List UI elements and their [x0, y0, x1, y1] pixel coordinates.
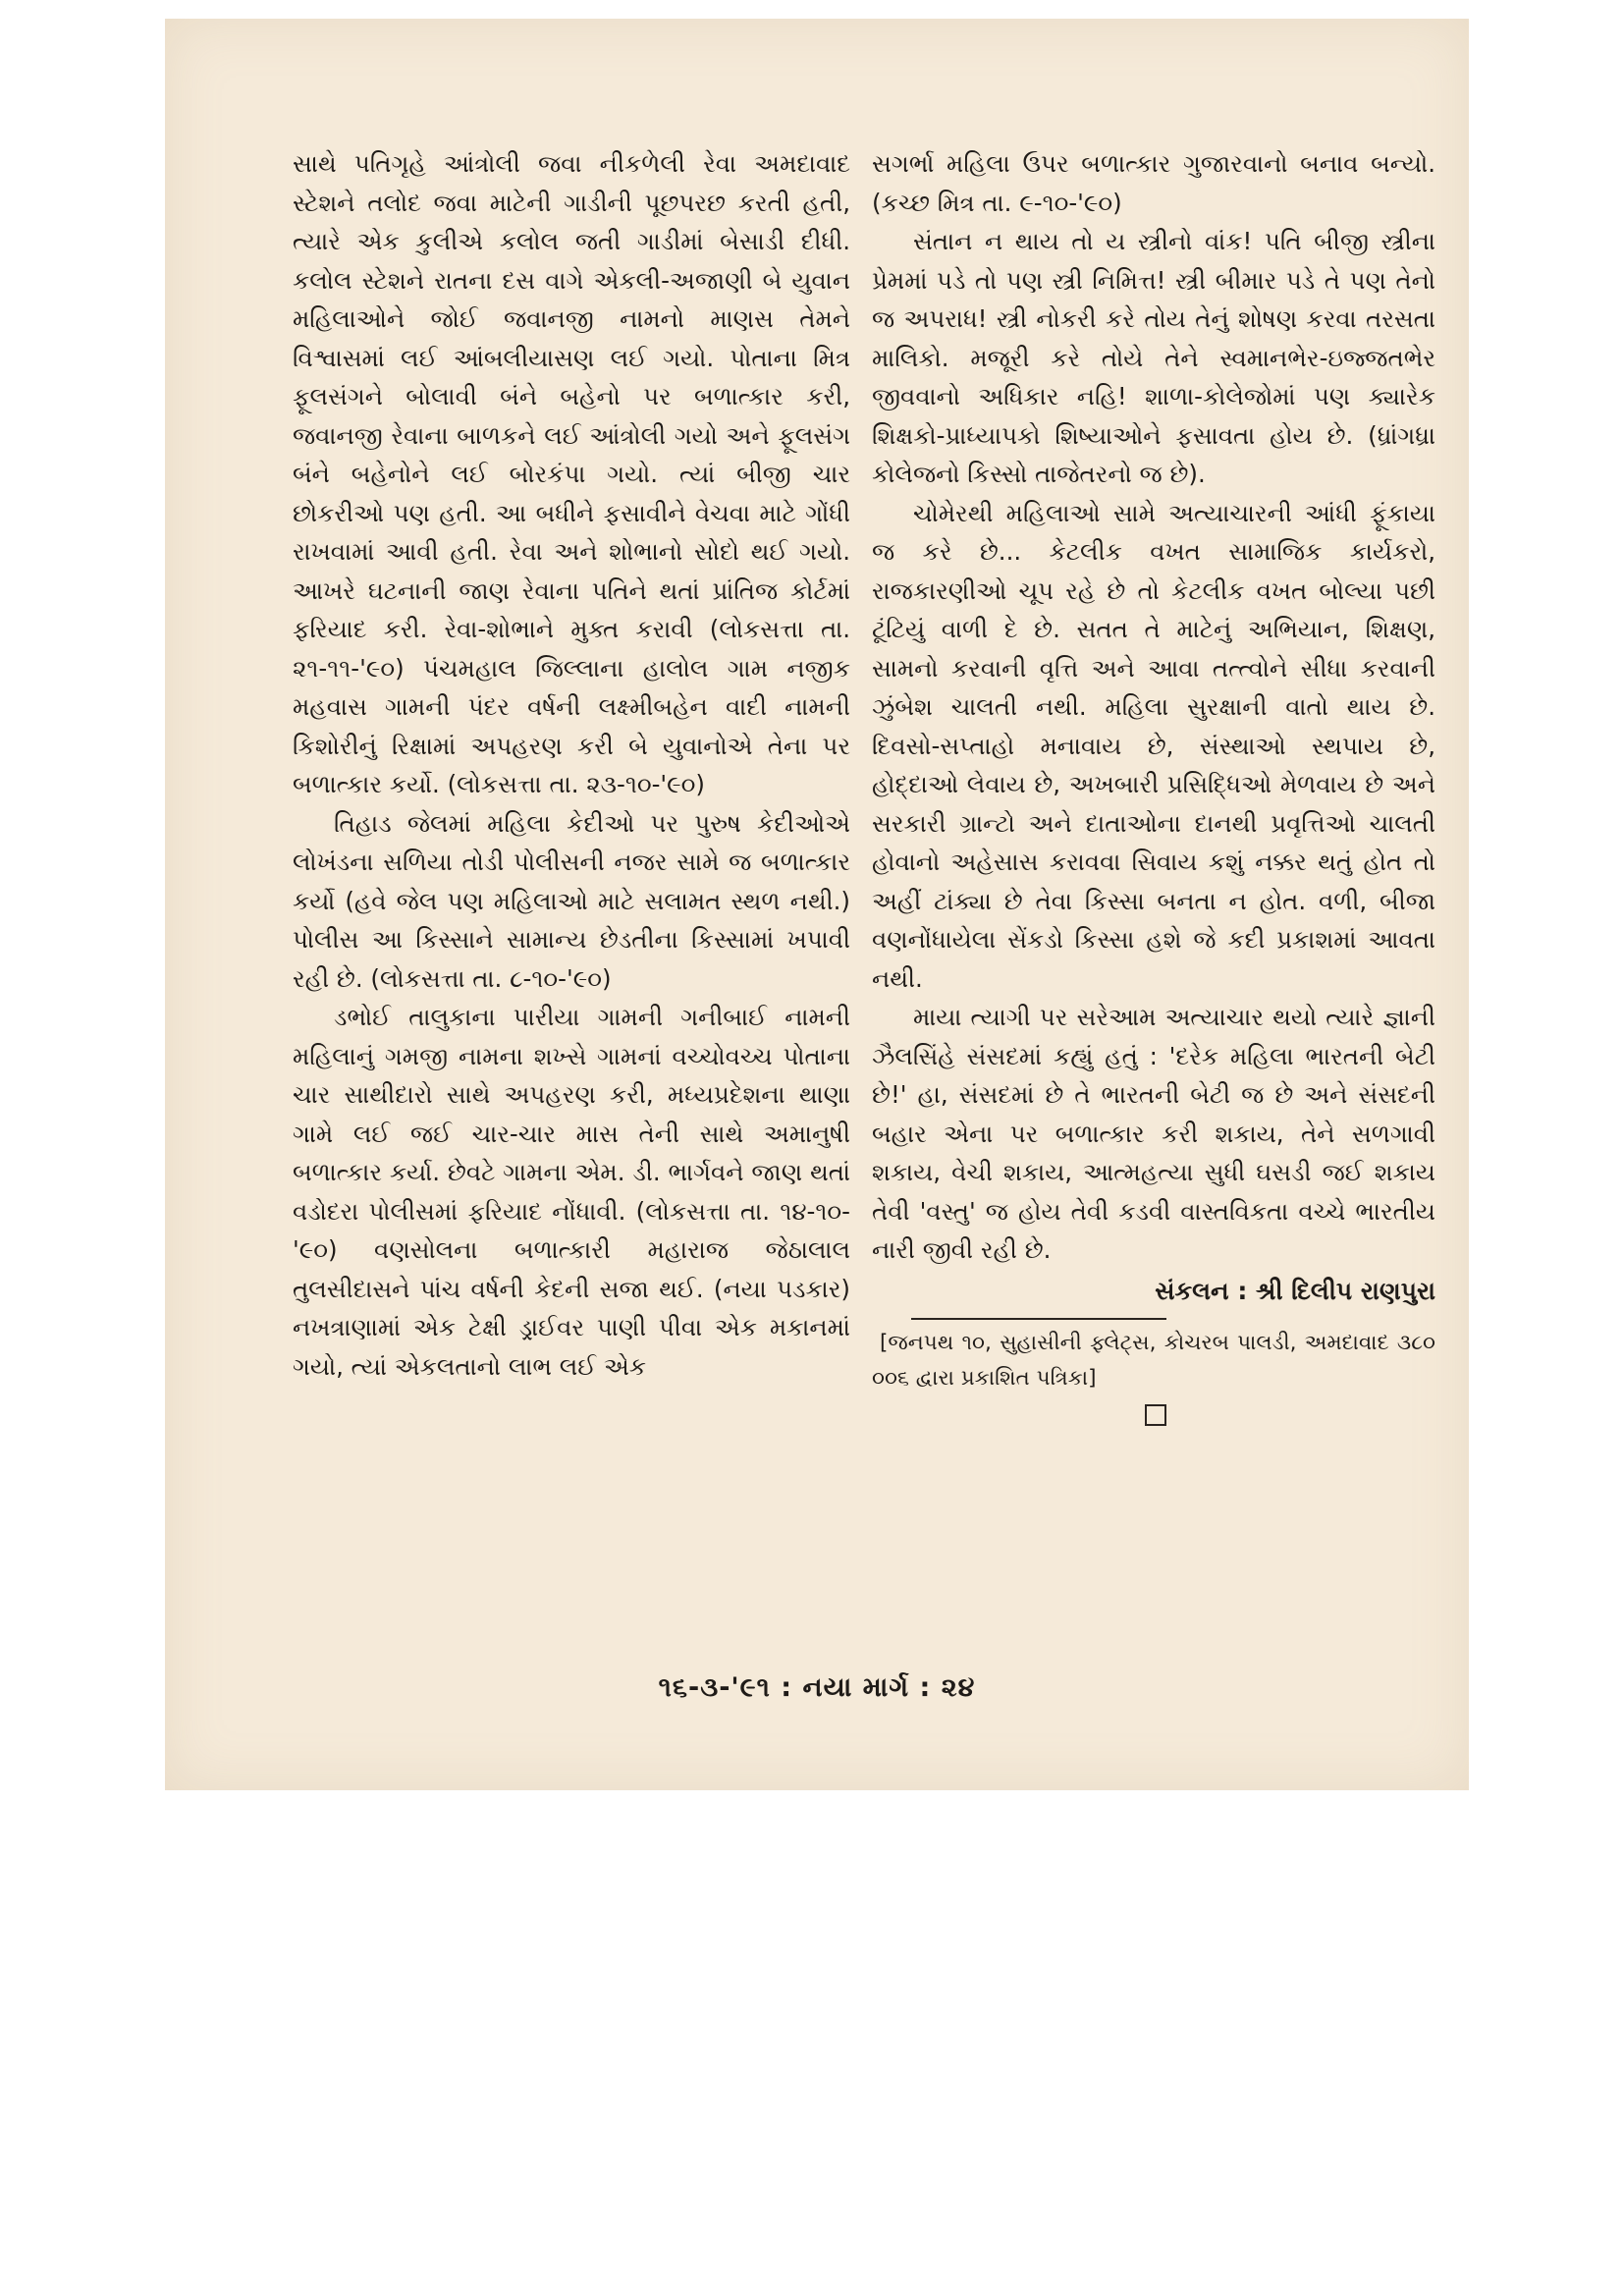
paragraph: સાથે પતિગૃહે આંત્રોલી જવા નીકળેલી રેવા અમદાવાદ સ્ટેશને તલોદ જવા માટેની ગાડીની પૂછપરછ કરતી હતી, ત્યારે એક કુલીએ કલોલ જતી ગાડીમાં બેસાડી દીધી. કલોલ સ્ટેશને રાતના દસ વાગે એકલી-અજાણી બે યુવાન મહિલાઓને જોઈ જવાનજી નામનો માણસ તેમને વિશ્વાસમાં લઈ આંબલીયાસણ લઈ ગયો. પોતાના મિત્ર ફૂલસંગને બોલાવી બંને બહેનો પર બળાત્કાર કરી, જવાનજી રેવાના બાળકને લઈ આંત્રોલી ગયો અને ફૂલસંગ બંને બહેનોને લઈ બોરકંપા ગયો. ત્યાં બીજી ચાર છોકરીઓ પણ હતી. આ બધીને ફસાવીને વેચવા માટે ગોંધી રાખવામાં આવી હતી. રેવા અને શોભાનો સોદો થઈ ગયો. આખરે ઘટનાની જાણ રેવાના પતિને થતાં પ્રાંતિજ કોર્ટમાં ફરિયાદ કરી. રેવા-શોભાને મુક્ત કરાવી (લોકસત્તા તા. ૨૧-૧૧-'૯૦) પંચમહાલ જિલ્લાના હાલોલ ગામ નજીક મહવાસ ગામની પંદર વર્ષની લક્ષ્મીબહેન વાદી નામની કિશોરીનું રિક્ષામાં અપહરણ કરી બે યુવાનોએ તેના પર બળાત્કાર કર્યો. (લોકસત્તા તા. ૨૩-૧૦-'૯૦): [293, 149, 850, 798]
divider: [911, 1318, 1166, 1320]
end-mark-icon: [1145, 1404, 1166, 1426]
paragraph: સગર્ભા મહિલા ઉપર બળાત્કાર ગુજારવાનો બનાવ બન્યો. (કચ્છ મિત્ર તા. ૯-૧૦-'૯૦): [872, 149, 1435, 217]
compiler-credit: સંકલન : શ્રી દિલીપ રાણપુરા: [1155, 1276, 1435, 1305]
left-column: [293, 144, 850, 1386]
paragraph: ડભોઈ તાલુકાના પારીયા ગામની ગનીબાઈ નામની મહિલાનું ગમજી નામના શખ્સે ગામનાં વચ્ચોવચ્ચ પોતાના ચાર સાથીદારો સાથે અપહરણ કરી, મધ્યપ્રદેશના થાણા ગામે લઈ જઈ ચાર-ચાર માસ તેની સાથે અમાનુષી બળાત્કાર કર્યા. છેવટે ગામના એમ. ડી. ભાર્ગવને જાણ થતાં વડોદરા પોલીસમાં ફરિયાદ નોંધાવી. (લોકસત્તા તા. ૧૪-૧૦-'૯૦) વણસોલના બળાત્કારી મહારાજ જેઠાલાલ તુલસીદાસને પાંચ વર્ષની કેદની સજા થઈ. (નયા પડકાર) નખત્રાણામાં એક ટેક્ષી ડ્રાઈવર પાણી પીવા એક મકાનમાં ગયો, ત્યાં એકલતાનો લાભ લઈ એક: [293, 1003, 850, 1381]
right-column: [872, 144, 1435, 1426]
paragraph: સંતાન ન થાય તો ય સ્ત્રીનો વાંક! પતિ બીજી સ્ત્રીના પ્રેમમાં પડે તો પણ સ્ત્રી નિમિત્ત! સ્ત્રી બીમાર પડે તે પણ તેનો જ અપરાધ! સ્ત્રી નોકરી કરે તોય તેનું શોષણ કરવા તરસતા માલિકો. મજૂરી કરે તોયે તેને સ્વમાનભેર-ઇજ્જતભેર જીવવાનો અધિકાર નહિ! શાળા-કોલેજોમાં પણ ક્યારેક શિક્ષકો-પ્રાધ્યાપકો શિષ્યાઓને ફસાવતા હોય છે. (ધ્રાંગધ્રા કોલેજનો કિસ્સો તાજેતરનો જ છે).: [872, 227, 1435, 488]
page-footer: ૧૬-૩-'૯૧ : નયા માર્ગ : ૨૪: [658, 1672, 976, 1703]
source-note: [જનપથ ૧૦, સુહાસીની ફ્લેટ્સ, કોચરબ પાલડી, અમદાવાદ ૩૮૦ ૦૦૬ દ્વારા પ્રકાશિત પત્રિકા]: [872, 1331, 1435, 1391]
paragraph: માયા ત્યાગી પર સરેઆમ અત્યાચાર થયો ત્યારે જ્ઞાની ઝૈલસિંહે સંસદમાં કહ્યું હતું : 'દરેક મહિલા ભારતની બેટી છે!' હા, સંસદમાં છે તે ભારતની બેટી જ છે અને સંસદની બહાર એના પર બળાત્કાર કરી શકાય, તેને સળગાવી શકાય, વેચી શકાય, આત્મહત્યા સુધી ઘસડી જઈ શકાય તેવી 'વસ્તુ' જ હોય તેવી કડવી વાસ્તવિકતા વચ્ચે ભારતીય નારી જીવી રહી છે.: [872, 1003, 1435, 1264]
paragraph: તિહાડ જેલમાં મહિલા કેદીઓ પર પુરુષ કેદીઓએ લોખંડના સળિયા તોડી પોલીસની નજર સામે જ બળાત્કાર કર્યો (હવે જેલ પણ મહિલાઓ માટે સલામત સ્થળ નથી.) પોલીસ આ કિસ્સાને સામાન્ય છેડતીના કિસ્સામાં ખપાવી રહી છે. (લોકસત્તા તા. ૮-૧૦-'૯૦): [293, 808, 850, 993]
magazine-page: [165, 19, 1469, 1790]
paragraph: ચોમેરથી મહિલાઓ સામે અત્યાચારની આંધી ફૂંકાયા જ કરે છે... કેટલીક વખત સામાજિક કાર્યકરો, રાજકારણીઓ ચૂપ રહે છે તો કેટલીક વખત બોલ્યા પછી ટૂંટિયું વાળી દે છે. સતત તે માટેનું અભિયાન, શિક્ષણ, સામનો કરવાની વૃત્તિ અને આવા તત્ત્વોને સીધા કરવાની ઝુંબેશ ચાલતી નથી. મહિલા સુરક્ષાની વાતો થાય છે. દિવસો-સપ્તાહો મનાવાય છે, સંસ્થાઓ સ્થપાય છે, હોદ્દાઓ લેવાય છે, અખબારી પ્રસિદ્ધિઓ મેળવાય છે અને સરકારી ગ્રાન્ટો અને દાતાઓના દાનથી પ્રવૃત્તિઓ ચાલતી હોવાનો અહેસાસ કરાવવા સિવાય કશું નક્કર થતું હોત તો અહીં ટાંક્યા છે તેવા કિસ્સા બનતા ન હોત. વળી, બીજા વણનોંધાયેલા સેંકડો કિસ્સા હશે જે કદી પ્રકાશમાં આવતા નથી.: [872, 498, 1435, 993]
